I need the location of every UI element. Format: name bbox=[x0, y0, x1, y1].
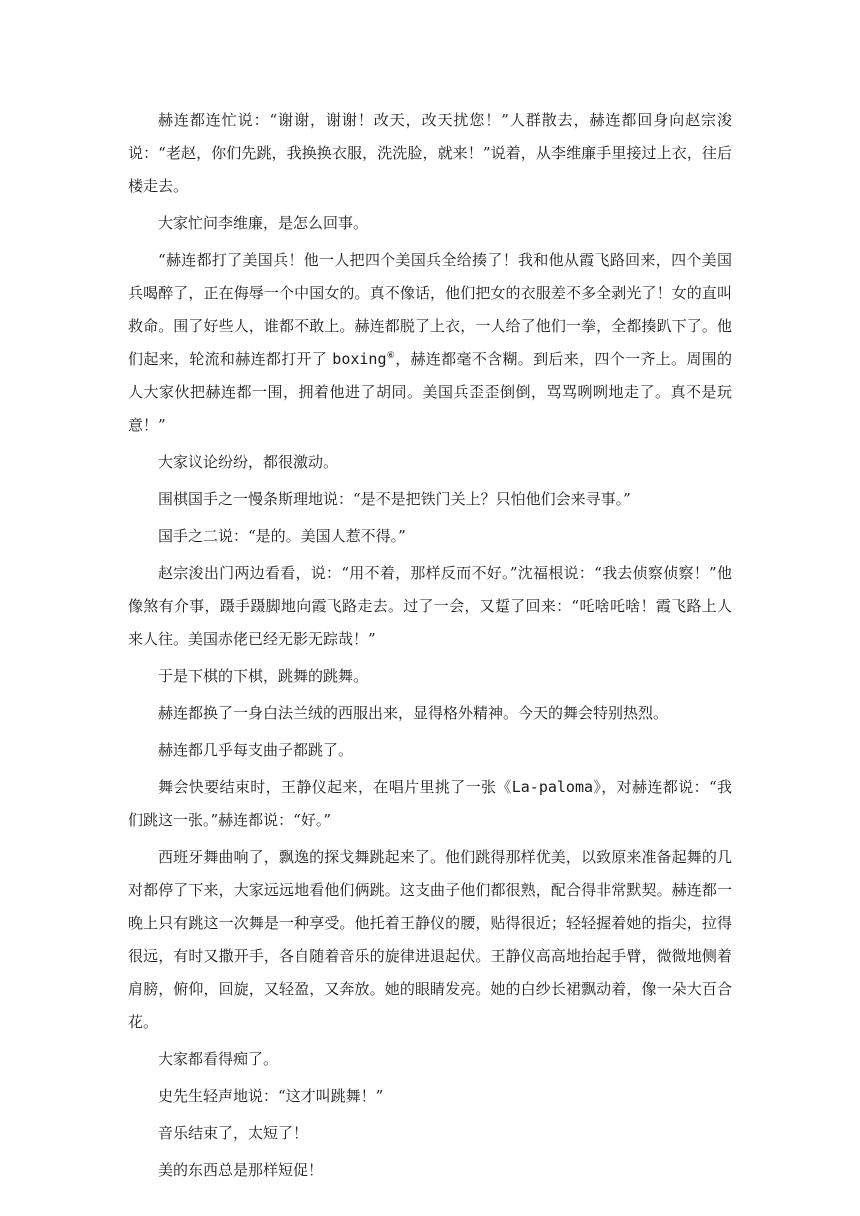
paragraph-3-text-before: “赫连都打了美国兵！他一人把四个美国兵全给揍了！我和他从霞飞路回来，四个美国兵喝醉了，正在侮辱一个中国女的。真不像话，他们把女的衣服差不多全剥光了！女的直叫救命。围了好些人，谁都不敢上。赫连都脱了上衣，一人给了他们一拳，全都揍趴下了。他们起来，轮流和赫连都打开了 bbox=[128, 251, 732, 368]
paragraph-13: 大家都看得痴了。 bbox=[158, 1050, 279, 1068]
document-body bbox=[128, 104, 732, 1187]
paragraph-11-text-after: 》，对赫连都说：“我们跳这一张。”赫连都说：“好。” bbox=[128, 778, 732, 829]
paragraph-11 bbox=[128, 771, 732, 837]
paragraph-16: 美的东西总是那样短促！ bbox=[158, 1161, 324, 1179]
paragraph-6: 国手之二说：“是的。美国人惹不得。” bbox=[158, 527, 406, 545]
paragraph-1: 赫连都连忙说：“谢谢，谢谢！改天，改天扰您！”人群散去，赫连都回身向赵宗浚说：“老赵，你们先跳，我换换衣服，洗洗脸，就来！”说着，从李维廉手里接过上衣，往后楼走去。 bbox=[128, 111, 732, 195]
paragraph-11-text-before: 舞会快要结束时，王静仪起来，在唱片里挑了一张《 bbox=[158, 778, 512, 796]
paragraph-2: 大家忙问李维廉，是怎么回事。 bbox=[158, 214, 369, 232]
paragraph-4: 大家议论纷纷，都很激动。 bbox=[158, 453, 339, 471]
paragraph-9: 赫连都换了一身白法兰绒的西服出来，显得格外精神。今天的舞会特别热烈。 bbox=[158, 704, 669, 722]
paragraph-15: 音乐结束了，太短了！ bbox=[158, 1124, 309, 1142]
paragraph-3 bbox=[128, 244, 732, 442]
latin-word-boxing: boxing bbox=[332, 350, 387, 368]
footnote-marker: ⑥ bbox=[386, 351, 396, 361]
paragraph-10: 赫连都几乎每支曲子都跳了。 bbox=[158, 741, 354, 759]
latin-word-la-paloma: La-paloma bbox=[511, 778, 594, 796]
paragraph-5: 围棋国手之一慢条斯理地说：“是不是把铁门关上？只怕他们会来寻事。” bbox=[158, 490, 631, 508]
paragraph-12: 西班牙舞曲响了，飘逸的探戈舞跳起来了。他们跳得那样优美，以致原来准备起舞的几对都停了下来，大家远远地看他们俩跳。这支曲子他们都很熟，配合得非常默契。赫连都一晚上只有跳这一次舞是一种享受。他托着王静仪的腰，贴得很近；轻轻握着她的指尖，拉得很远，有时又撒开手，各自随着音乐的旋律进退起伏。王静仪高高地抬起手臂，微微地侧着肩膀，俯仰，回旋，又轻盈，又奔放。她的眼睛发亮。她的白纱长裙飘动着，像一朵大百合花。 bbox=[128, 848, 732, 1031]
paragraph-3-text-after: ，赫连都毫不含糊。到后来，四个一齐上。周围的人大家伙把赫连都一围，拥着他进了胡同。美国兵歪歪倒倒，骂骂咧咧地走了。真不是玩意！” bbox=[128, 350, 732, 434]
paragraph-14: 史先生轻声地说：“这才叫跳舞！” bbox=[158, 1087, 384, 1105]
paragraph-7: 赵宗浚出门两边看看，说：“用不着，那样反而不好。”沈福根说：“我去侦察侦察！”他像煞有介事，蹑手蹑脚地向霞飞路走去。过了一会，又踅了回来：“吒啥吒啥！霞飞路上人来人往。美国赤佬已经无影无踪哉！” bbox=[128, 564, 732, 648]
paragraph-8: 于是下棋的下棋，跳舞的跳舞。 bbox=[158, 667, 369, 685]
